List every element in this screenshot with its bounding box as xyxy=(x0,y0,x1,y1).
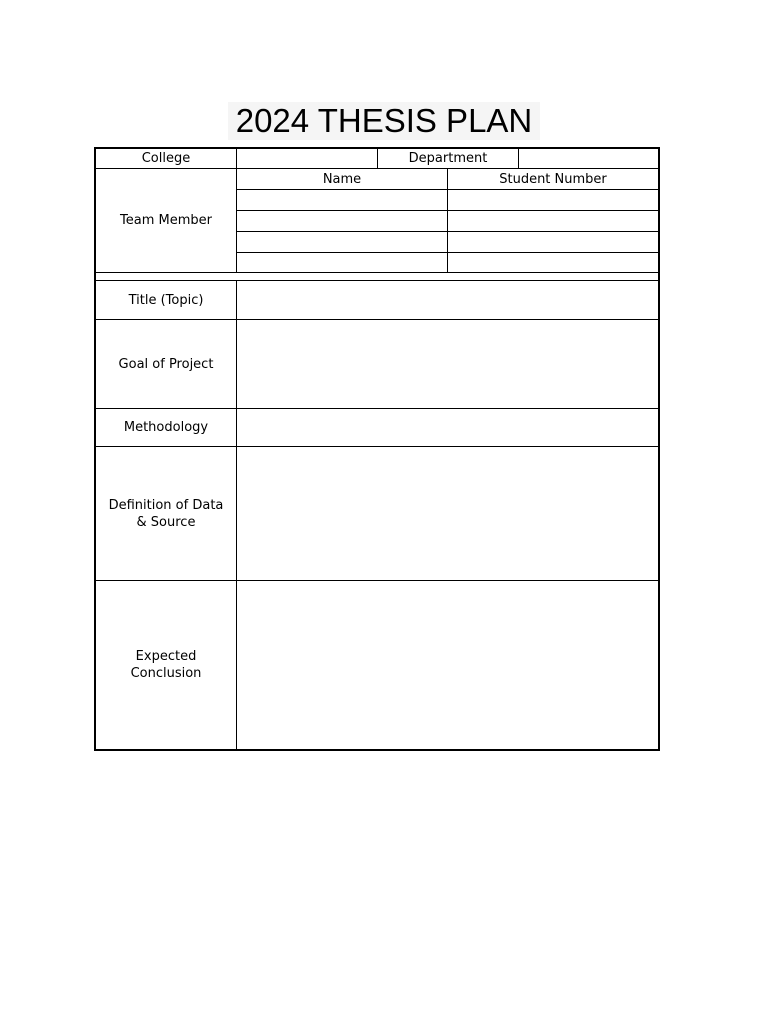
page-title: 2024 THESIS PLAN xyxy=(228,102,540,140)
goal-of-project-field[interactable] xyxy=(237,320,658,408)
team-member-name-field[interactable] xyxy=(237,253,447,272)
definition-of-data-label xyxy=(96,447,236,580)
name-column-header: Name xyxy=(322,171,362,187)
team-member-name-field[interactable] xyxy=(237,211,447,231)
team-member-student-number-field[interactable] xyxy=(448,190,658,210)
team-member-student-number-field[interactable] xyxy=(448,253,658,272)
definition-label-line: Definition of Data xyxy=(108,497,224,513)
conclusion-label-line: Conclusion xyxy=(130,666,202,681)
college-field[interactable] xyxy=(237,149,377,168)
definition-label-line: & Source xyxy=(136,514,196,530)
title-topic-field[interactable] xyxy=(237,281,658,319)
title-topic-label: Title (Topic) xyxy=(128,292,204,308)
expected-conclusion-label xyxy=(96,581,236,749)
team-member-label: Team Member xyxy=(120,213,212,228)
row-divider xyxy=(96,272,658,273)
conclusion-label-line: Expected xyxy=(135,649,197,664)
expected-conclusion-field[interactable] xyxy=(237,581,658,749)
team-member-student-number-field[interactable] xyxy=(448,211,658,231)
department-field[interactable] xyxy=(519,149,658,168)
methodology-label: Methodology xyxy=(123,420,209,435)
student-number-column-header: Student Number xyxy=(499,171,607,187)
definition-of-data-field[interactable] xyxy=(237,447,658,580)
team-member-name-field[interactable] xyxy=(237,232,447,252)
college-label: College xyxy=(141,151,191,166)
department-label: Department xyxy=(408,151,488,166)
methodology-field[interactable] xyxy=(237,409,658,446)
goal-of-project-label: Goal of Project xyxy=(118,356,214,372)
team-member-name-field[interactable] xyxy=(237,190,447,210)
team-member-student-number-field[interactable] xyxy=(448,232,658,252)
thesis-plan-form xyxy=(94,147,660,751)
